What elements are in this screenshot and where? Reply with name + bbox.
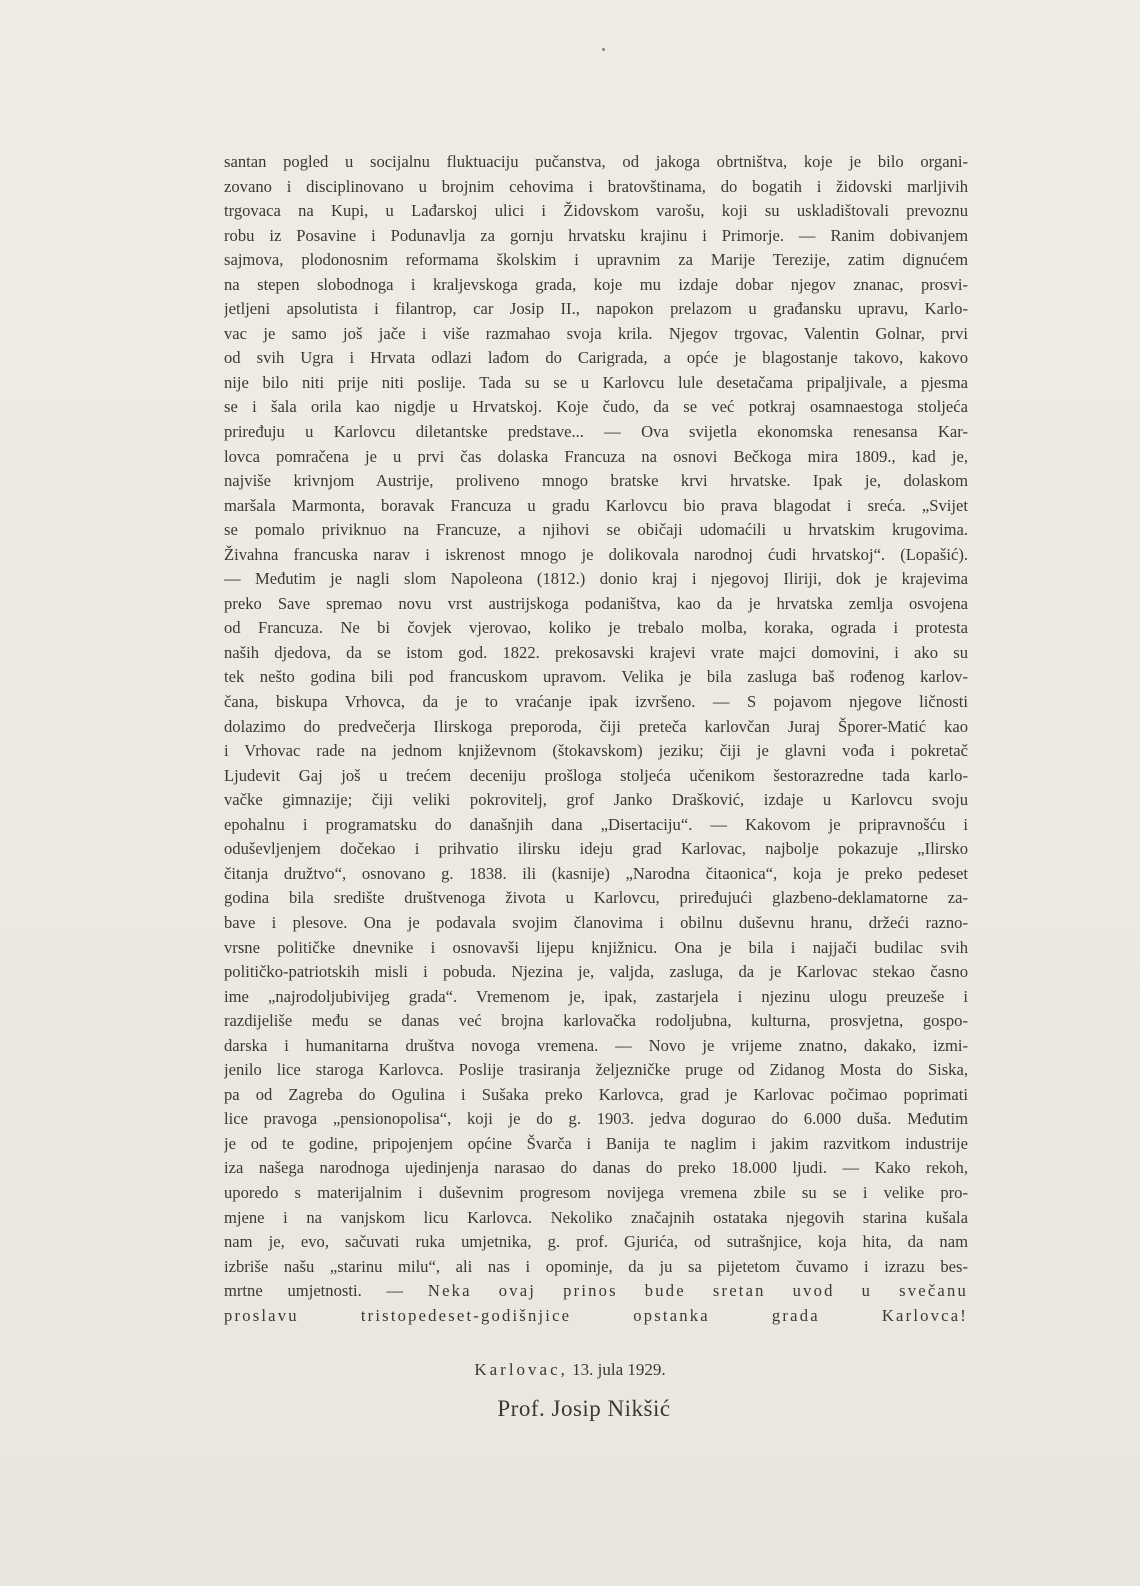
text-line: nije bilo niti prije niti poslije. Tada su se u Karlovcu lule desetačama pripaljivale, a pjesma xyxy=(224,372,968,392)
text-spaced: Neka ovaj prinos bude sretan uvod u svečanu xyxy=(427,1281,968,1301)
text-line: vac je samo još jače i više razmahao svoja krila. Njegov trgovac, Valentin Golnar, prvi xyxy=(224,323,968,343)
text-line: darska i humanitarna društva novoga vremena. — Novo je vrijeme znatno, dakako, izmi- xyxy=(224,1035,968,1055)
text-line: na stepen slobodnoga i kraljevskoga grada, koje mu izdaje dobar njegov znanac, prosvi- xyxy=(224,274,968,294)
text-line: se i šala orila kao nigdje u Hrvatskoj. Koje čudo, da se već potkraj osamnaestoga stoljeća xyxy=(224,397,968,417)
ink-dot xyxy=(602,48,605,51)
body-text xyxy=(224,150,968,1328)
text-line: priređuju u Karlovcu diletantske predstave... — Ova svijetla ekonomska renesansa Kar- xyxy=(224,422,968,442)
text-line: naših djedova, da se istom god. 1822. prekosavski krajevi vrate majci domovini, i ako su xyxy=(224,642,968,662)
text-line: političko-patriotskih misli i pobuda. Njezina je, valjda, zasluga, da je Karlovac stekao časno xyxy=(224,962,968,982)
text-line: čana, biskupa Vrhovca, da je to vraćanje ipak izvršeno. — S pojavom njegove ličnosti xyxy=(224,692,968,712)
text-line: lovca pomračena je u prvi čas dolaska Francuza na osnovi Bečkoga mira 1809., kad je, xyxy=(224,446,968,466)
text-line-mixed xyxy=(224,1279,968,1304)
text-line: dolazimo do predvečerja Ilirskoga preporoda, čiji preteča karlovčan Juraj Šporer-Matić kao xyxy=(224,716,968,736)
text-line: godina bila središte društvenoga života u Karlovcu, priređujući glazbeno-deklamatorne za- xyxy=(224,888,968,908)
text-line: vrsne političke dnevnike i osnovavši lijepu knjižnicu. Ona je bila i najjači budilac svih xyxy=(224,937,968,957)
text-normal: mrtne umjetnosti. — xyxy=(224,1281,428,1301)
text-line: Ljudevit Gaj još u trećem deceniju prošloga stoljeća učenikom šestorazredne tada karlo- xyxy=(224,765,968,785)
text-line: izbriše našu „starinu milu“, ali nas i opominje, da ju sa pijetetom čuvamo i izrazu bes- xyxy=(224,1256,968,1276)
text-line: zovano i disciplinovano u brojnim cehovima i bratovštinama, do bogatih i židovski marljivih xyxy=(224,176,968,196)
text-line: je od te godine, pripojenjem općine Švarča i Banija te naglim i jakim razvitkom industrije xyxy=(224,1133,968,1153)
text-line: iza našega narodnoga ujedinjenja narasao do danas do preko 18.000 ljudi. — Kako rekoh, xyxy=(224,1158,968,1178)
text-line: razdijeliše među se danas već brojna karlovačka rodoljubna, kulturna, prosvjetna, gospo- xyxy=(224,1011,968,1031)
text-line: najviše krivnjom Austrije, proliveno mnogo bratske krvi hrvatske. Ipak je, dolaskom xyxy=(224,471,968,491)
text-line: ime „najrodoljubivijeg grada“. Vremenom je, ipak, zastarjela i njezinu ulogu preuzeše i xyxy=(224,986,968,1006)
text-line: santan pogled u socijalnu fluktuaciju pučanstva, od jakoga obrtništva, koje je bilo organi- xyxy=(224,152,968,171)
text-line: robu iz Posavine i Podunavlja za gornju hrvatsku krajinu i Primorje. — Ranim dobivanjem xyxy=(224,225,968,245)
text-line: nam je, evo, sačuvati ruka umjetnika, g. prof. Gjurića, od sutrašnjice, koja hita, da nam xyxy=(224,1232,968,1252)
text-line: se pomalo priviknuo na Francuze, a njihovi se običaji udomaćili u hrvatskim krugovima. xyxy=(224,520,968,540)
text-line: čitanja družtvo“, osnovano g. 1838. ili (kasnije) „Narodna čitaonica“, koja je preko pedeset xyxy=(224,863,968,883)
text-line: jenilo lice staroga Karlovca. Poslije trasiranja željezničke pruge od Zidanog Mosta do Siska, xyxy=(224,1060,968,1080)
text-line: mjene i na vanjskom licu Karlovca. Nekoliko značajnih ostataka njegovih starina kušala xyxy=(224,1207,968,1227)
text-line: tek nešto godina bili pod francuskom upravom. Velika je bila zasluga baš rođenog karlov- xyxy=(224,667,968,687)
text-line: oduševljenjem dočekao i prihvatio ilirsku ideju grad Karlovac, najbolje pokazuje „Ilirsko xyxy=(224,839,968,859)
dateline-date: 13. jula 1929. xyxy=(567,1360,666,1379)
text-line: sajmova, plodonosnim reformama školskim i upravnim za Marije Terezije, zatim dignućem xyxy=(224,250,968,270)
text-line: od svih Ugra i Hrvata odlazi lađom do Carigrada, a opće je blagostanje takovo, kakovo xyxy=(224,348,968,368)
text-line: lice pravoga „pensionopolisa“, koji je do g. 1903. jedva dogurao do 6.000 duša. Međutim xyxy=(224,1109,968,1129)
text-line: jetljeni apsolutista i filantrop, car Josip II., napokon prelazom u građansku upravu, Karlo- xyxy=(224,299,968,319)
text-line: uporedo s materijalnim i duševnim progresom novijega vremena zbile su se i velike pro- xyxy=(224,1182,968,1202)
text-line: od Francuza. Ne bi čovjek vjerovao, koliko je trebalo molba, koraka, ograda i protesta xyxy=(224,618,968,638)
text-line-spaced: proslavu tristopedeset-godišnjice opstanka grada Karlovca! xyxy=(224,1305,968,1325)
author-signature: Prof. Josip Nikšić xyxy=(497,1396,671,1421)
text-line: vačke gimnazije; čiji veliki pokrovitelj, grof Janko Drašković, izdaje u Karlovcu svoju xyxy=(224,790,968,810)
text-line: pa od Zagreba do Ogulina i Sušaka preko Karlovca, grad je Karlovac počimao poprimati xyxy=(224,1084,968,1104)
text-line: Živahna francuska narav i iskrenost mnogo je dolikovala narodnoj ćudi hrvatskoj“. (Lopašić). xyxy=(224,544,968,564)
text-line: i Vrhovac rade na jednom književnom (štokavskom) jeziku; čiji je glavni vođa i pokretač xyxy=(224,741,968,761)
text-line: preko Save spremao novu vrst austrijskoga podaništva, kao da je hrvatska zemlja osvojena xyxy=(224,593,968,613)
text-line: maršala Marmonta, boravak Francuza u gradu Karlovcu bio prava blagodat i sreća. „Svijet xyxy=(224,495,968,515)
dateline-city: Karlovac, xyxy=(474,1360,568,1379)
dateline xyxy=(0,1360,1140,1380)
text-line: — Međutim je nagli slom Napoleona (1812.) donio kraj i njegovoj Iliriji, dok je krajevima xyxy=(224,569,968,589)
text-line: trgovaca na Kupi, u Lađarskoj ulici i Židovskom varošu, koji su uskladištovali prevoznu xyxy=(224,201,968,221)
text-line: bave i plesove. Ona je podavala svojim članovima i obilnu duševnu hranu, držeći razno- xyxy=(224,912,968,932)
text-line: epohalnu i programatsku do današnjih dana „Disertaciju“. — Kakovom je pripravnošću i xyxy=(224,814,968,834)
